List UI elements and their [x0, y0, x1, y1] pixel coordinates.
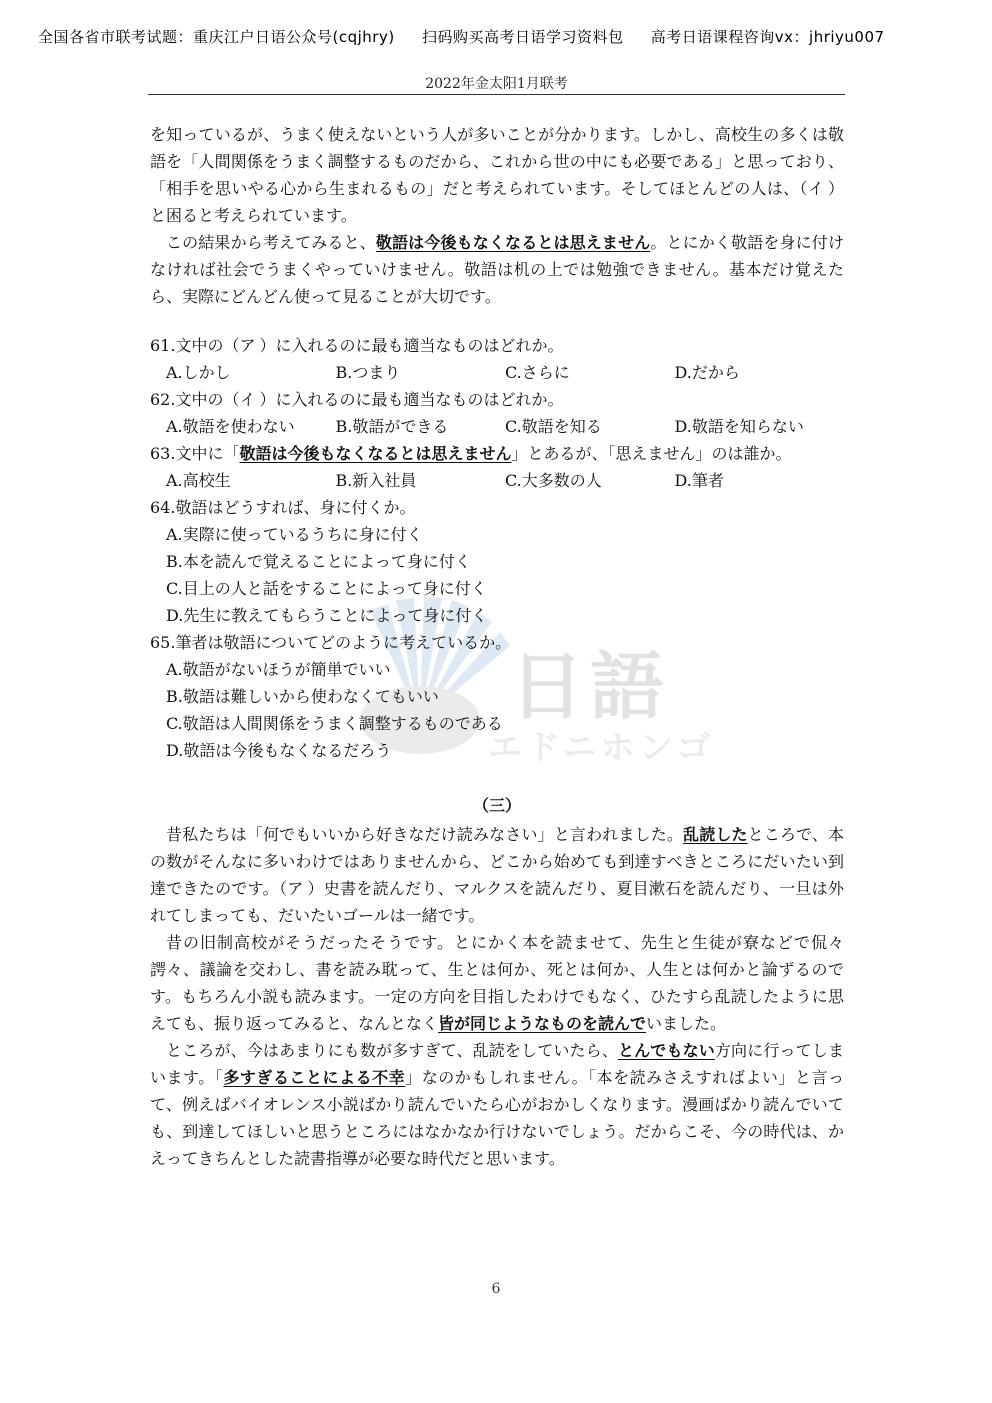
option-b[interactable]: B.敬語は難しいから使わなくてもいい: [166, 687, 439, 706]
banner-text-2: 扫码购买高考日语学习资料包: [421, 28, 624, 46]
option-b[interactable]: B.本を読んで覚えることによって身に付く: [166, 552, 471, 571]
option-d[interactable]: D.だから: [674, 363, 740, 382]
option-d[interactable]: D.敬語を知らない: [674, 417, 804, 436]
option-b[interactable]: B.つまり: [335, 363, 401, 382]
option-c[interactable]: C.大多数の人: [505, 471, 602, 490]
banner-text-3: 高考日语课程咨询vx：jhriyu007: [650, 28, 885, 46]
option-d[interactable]: D.筆者: [674, 471, 724, 490]
option-c[interactable]: C.さらに: [505, 363, 570, 382]
option-d[interactable]: D.先生に教えてもらうことによって身に付く: [166, 606, 488, 625]
page-content: [150, 121, 844, 1172]
watermark-kanji: 日語: [510, 644, 670, 730]
passage-paragraph: この結果から考えてみると、敬語は今後もなくなるとは思えません。とにかく敬語を身に付けなければ社会でうまくやっていけません。敬語は机の上では勉強できません。基本だけ覚えたら、実際にどんどん使って見ることが大切です。: [150, 233, 844, 306]
option-c[interactable]: C.敬語は人間関係をうまく調整するものである: [166, 714, 503, 733]
question-65: 65.筆者は敬語についてどのように考えているか。: [150, 633, 512, 652]
passage-paragraph: を知っているが、うまく使えないという人が多いことが分かります。しかし、高校生の多くは敬語を「人間関係をうまく調整するものだから、これから世の中にも必要である」と思っており、「相手を思いやる心から生まれるもの」だと考えられています。そしてほとんどの人は、（イ）と困ると考えられています。: [150, 125, 844, 225]
question-61: 61.文中の（ア）に入れるのに最も適当なものはどれか。: [150, 336, 564, 355]
underlined-phrase: 敬語は今後もなくなるとは思えません: [375, 233, 651, 252]
underlined-phrase: とんでもない: [617, 1041, 715, 1060]
underlined-phrase: 皆が同じようなものを読んで: [438, 1014, 647, 1033]
question-63-options: [150, 467, 844, 494]
underlined-phrase: 多すぎることによる不幸: [223, 1068, 406, 1087]
passage-paragraph: ところが、今はあまりにも数が多すぎて、乱読をしていたら、とんでもない方向に行ってしまいます。「多すぎることによる不幸」なのかもしれません。「本を読みさえすればよい」と言って、例えばバイオレンス小説ばかり読んでいたら心がおかしくなります。漫画ばかり読んでいても、到達してほしいと思うところにはなかなか行けないでしょう。だからこそ、今の時代は、かえってきちんとした読書指導が必要な時代だと思います。: [150, 1041, 844, 1168]
option-b[interactable]: B.敬語ができる: [335, 417, 449, 436]
option-a[interactable]: A.敬語がないほうが簡単でいい: [166, 660, 391, 679]
blank-marker: イ: [807, 179, 828, 198]
question-61-options: [150, 359, 844, 386]
option-a[interactable]: A.敬語を使わない: [166, 417, 295, 436]
option-d[interactable]: D.敬語は今後もなくなるだろう: [166, 741, 392, 760]
question-64: 64.敬語はどうすれば、身に付くか。: [150, 498, 416, 517]
top-banner: [38, 26, 968, 47]
passage-paragraph: 昔の旧制高校がそうだったそうです。とにかく本を読ませて、先生と生徒が寮などで侃々諤々、議論を交わし、書を読み耽って、生とは何か、死とは何か、人生とは何かと論ずるのです。もちろん小説も読みます。一定の方向を目指したわけでもなく、ひたすら乱読したように思えても、振り返ってみると、なんとなく皆が同じようなものを読んでいました。: [150, 933, 844, 1033]
underlined-phrase: 乱読した: [683, 825, 748, 844]
option-b[interactable]: B.新入社員: [335, 471, 417, 490]
page-number: 6: [491, 1281, 501, 1297]
running-head: 2022年金太阳1月联考: [425, 76, 568, 92]
passage-paragraph: 昔私たちは「何でもいいから好きなだけ読みなさい」と言われました。乱読したところで、本の数がそんなに多いわけではありませんから、どこから始めても到達すべきところにだいたい到達できたのです。（ア）史書を読んだり、マルクスを読んだり、夏目漱石を読んだり、一旦は外れてしまっても、だいたいゴールは一緒です。: [150, 825, 844, 925]
banner-text-1: 全国各省市联考试题：重庆江户日语公众号(cqjhry): [38, 28, 395, 46]
question-63: 63.文中に「敬語は今後もなくなるとは思えません」とあるが、「思えません」のは誰か。: [150, 444, 792, 463]
option-c[interactable]: C.敬語を知る: [505, 417, 602, 436]
blank-marker: ア: [287, 879, 308, 898]
underlined-phrase: 敬語は今後もなくなるとは思えません: [239, 444, 512, 463]
header-rule: [148, 94, 845, 95]
watermark-kana: エドニホンゴ: [488, 728, 715, 768]
option-a[interactable]: A.実際に使っているうちに身に付く: [166, 525, 423, 544]
option-c[interactable]: C.目上の人と話をすることによって身に付く: [166, 579, 487, 598]
option-a[interactable]: A.しかし: [166, 363, 231, 382]
section-title: （三）: [472, 796, 521, 815]
option-a[interactable]: A.高校生: [166, 471, 231, 490]
question-62-options: [150, 413, 844, 440]
question-62: 62.文中の（イ）に入れるのに最も適当なものはどれか。: [150, 390, 564, 409]
